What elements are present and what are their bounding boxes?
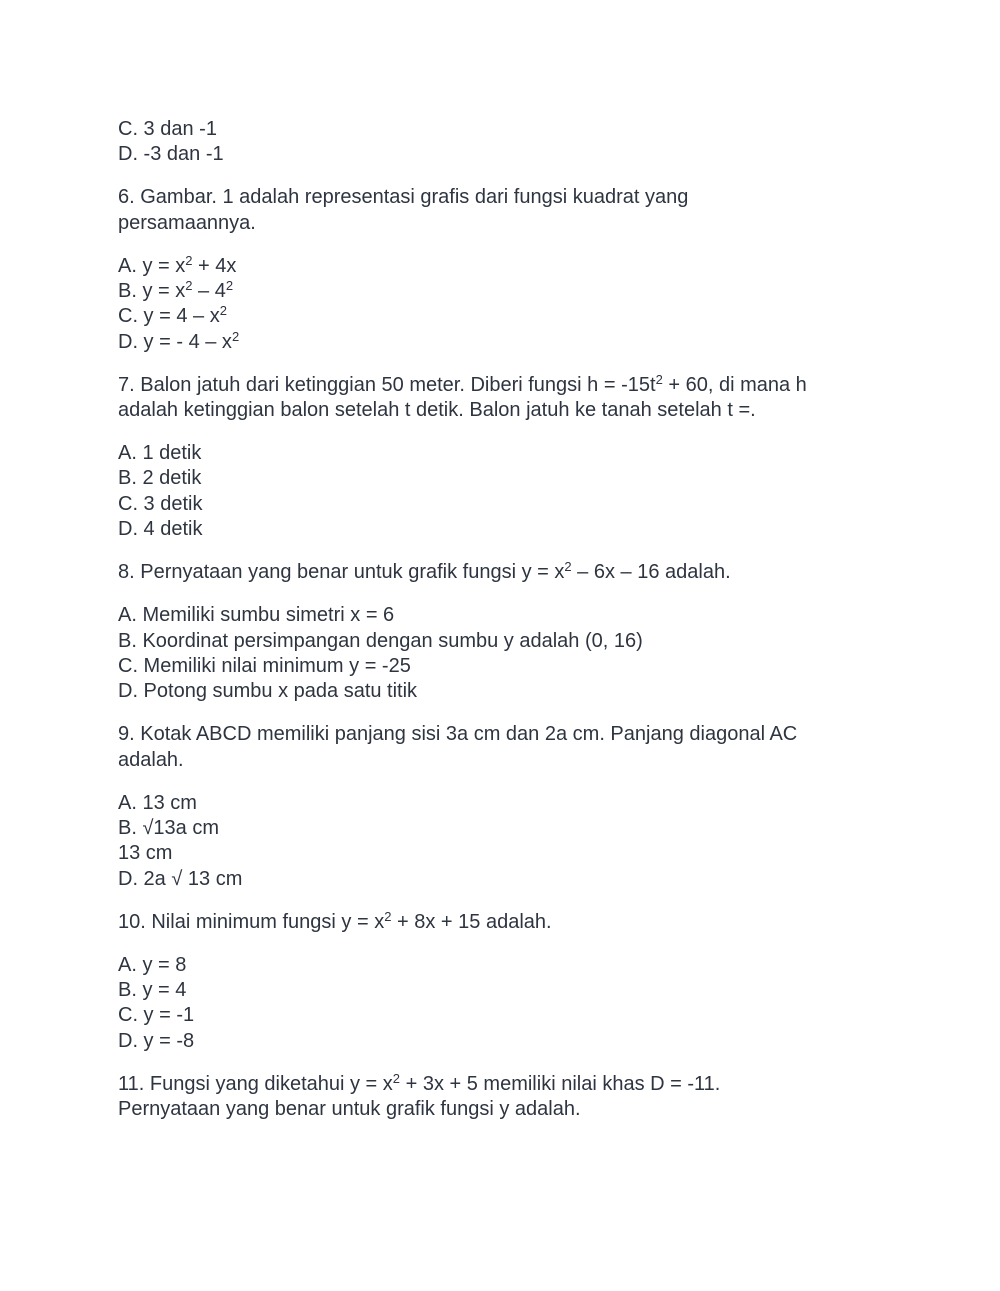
question-9-stem: [118, 722, 918, 773]
question-text-line: 11. Fungsi yang diketahui $y = x^2 + 3x + 5$ memiliki nilai khas D = -11.: [118, 1070, 721, 1095]
option-b: B. Koordinat persimpangan dengan sumbu y adalah (0, 16): [118, 629, 643, 652]
option-a: A. Memiliki sumbu simetri x = 6: [118, 604, 395, 627]
question-text-line: Pernyataan yang benar untuk grafik fungsi y adalah.: [118, 1098, 581, 1121]
option-b: B. $y = x^2 - 4^2$: [118, 278, 234, 303]
question-7-options: [118, 441, 918, 543]
question-text-line: 7. Balon jatuh dari ketinggian 50 meter. Diberi fungsi $h = -15t^2 + 60$, di mana h: [118, 371, 807, 396]
option-a: A. 1 detik: [118, 442, 202, 465]
option-c: C. 3 dan -1: [118, 118, 217, 140]
question-text-line: adalah ketinggian balon setelah t detik. Balon jatuh ke tanah setelah t =.: [118, 399, 756, 422]
option-a: A. 13 cm: [118, 791, 197, 814]
question-8-options: [118, 603, 918, 705]
question-9-options: [118, 791, 918, 893]
option-d: D. 2a √ 13 cm: [118, 867, 243, 890]
question-6-stem: [118, 185, 918, 236]
option-c: C. $y = 4 - x^2$: [118, 303, 227, 328]
option-d: D. Potong sumbu x pada satu titik: [118, 680, 418, 703]
option-d: D. -3 dan -1: [118, 143, 224, 166]
option-c: 13 cm: [118, 842, 173, 865]
option-c: C. y = -1: [118, 1004, 195, 1027]
question-10-options: [118, 953, 918, 1055]
question-7-stem: [118, 373, 918, 424]
option-a: A. $y = x^2 + 4x$: [118, 252, 237, 277]
question-text-line: 8. Pernyataan yang benar untuk grafik fungsi $y = x^2 - 6x - 16$ adalah.: [118, 559, 731, 584]
option-c: C. Memiliki nilai minimum y = -25: [118, 654, 411, 677]
question-text-line: 10. Nilai minimum fungsi $y = x^2 + 8x + 15$ adalah.: [118, 908, 552, 933]
option-b: B. 2 detik: [118, 467, 202, 490]
question-text-line: 9. Kotak ABCD memiliki panjang sisi 3a cm dan 2a cm. Panjang diagonal AC: [118, 723, 798, 746]
question-10-stem: [118, 910, 918, 935]
option-d: D. 4 detik: [118, 518, 203, 541]
worksheet-page: [118, 117, 918, 1140]
question-8-stem: [118, 560, 918, 585]
option-c: C. 3 detik: [118, 492, 203, 515]
question-11-stem: [118, 1072, 918, 1123]
option-d: D. y = -8: [118, 1029, 195, 1052]
question-text-line: persamaannya.: [118, 211, 256, 234]
option-a: A. y = 8: [118, 953, 187, 976]
option-b: B. y = 4: [118, 978, 187, 1001]
prev-question-options: [118, 117, 918, 168]
option-d: D. y = - $4 - x^2$: [118, 328, 240, 353]
option-b: B. √13a cm: [118, 816, 220, 839]
question-text-line: adalah.: [118, 748, 184, 771]
question-text-line: 6. Gambar. 1 adalah representasi grafis dari fungsi kuadrat yang: [118, 186, 689, 209]
question-6-options: [118, 254, 918, 356]
